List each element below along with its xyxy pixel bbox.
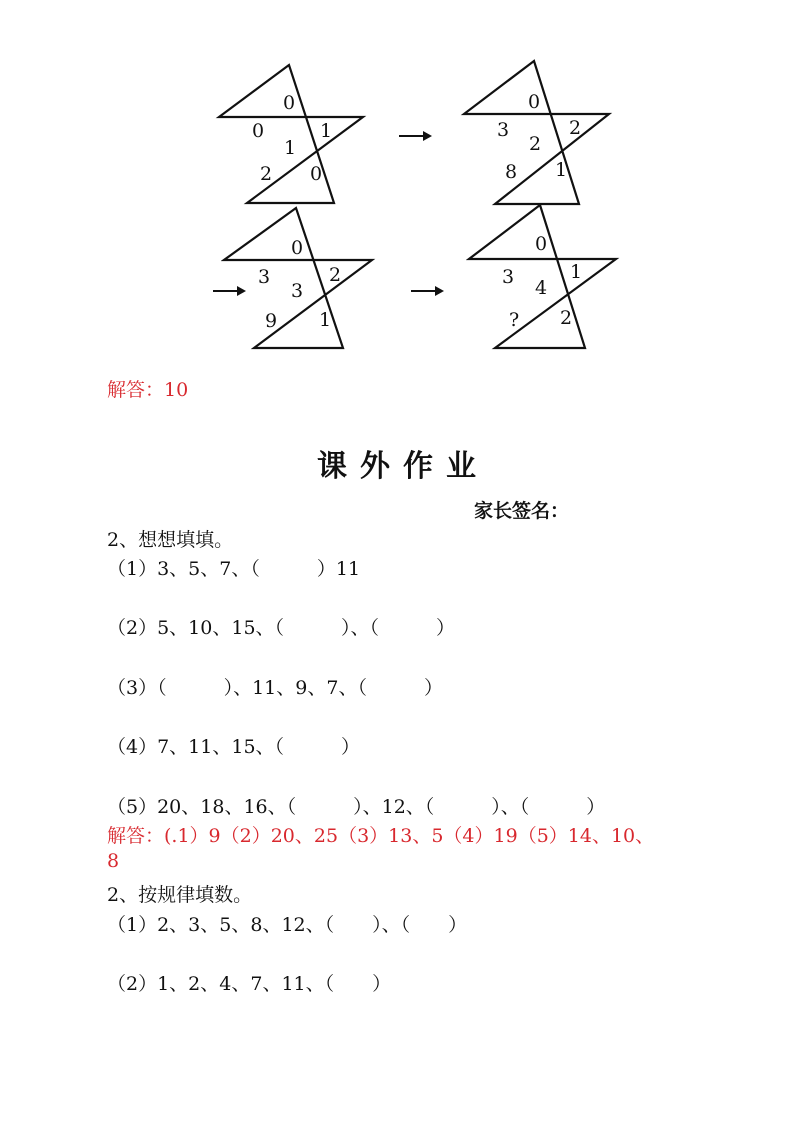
homework-title: 课外作业 xyxy=(317,449,489,484)
section-1-item-4: （4）7、11、15、（ ） xyxy=(107,736,361,758)
star-3-shape xyxy=(221,205,376,353)
star-3-right: 2 xyxy=(329,264,342,286)
star-2-left: 3 xyxy=(497,119,510,141)
star-3-center: 3 xyxy=(291,280,304,302)
star-3-top: 0 xyxy=(291,237,304,259)
section-1-item-2: （2）5、10、15、（ ）、（ ） xyxy=(107,617,456,639)
star-figure-3 xyxy=(221,205,376,353)
star-2-right: 2 xyxy=(569,117,582,139)
section-1-answer-line-2: 8 xyxy=(107,850,120,872)
section-2-item-1: （1）2、3、5、8、12、（ ）、（ ） xyxy=(107,914,468,936)
section-2-heading: 2、按规律填数。 xyxy=(107,884,253,906)
star-2-shape xyxy=(459,58,614,208)
star-1-top: 0 xyxy=(283,92,296,114)
section-1-answer-line-1: 解答：(.1）9（2）20、25（3）13、5（4）19（5）14、10、 xyxy=(107,825,655,847)
star-1-center: 1 xyxy=(284,137,297,159)
arrow-3 xyxy=(410,283,446,302)
star-figure-1 xyxy=(212,62,367,207)
section-2-item-2: （2）1、2、4、7、11、（ ） xyxy=(107,973,392,995)
star-3-bottom-left: 9 xyxy=(265,310,278,332)
parent-signature-label: 家长签名： xyxy=(474,500,570,522)
section-1-heading: 2、想想填填。 xyxy=(107,529,234,551)
answer-1: 解答：10 xyxy=(107,379,189,401)
section-1-item-1: （1）3、5、7、（ ）11 xyxy=(107,558,361,580)
star-2-bottom-left: 8 xyxy=(505,161,518,183)
star-4-shape xyxy=(466,202,621,352)
star-1-bottom-left: 2 xyxy=(260,163,273,185)
star-3-left: 3 xyxy=(258,266,271,288)
star-2-top: 0 xyxy=(528,91,541,113)
star-4-left: 3 xyxy=(502,266,515,288)
star-4-bottom-left: ? xyxy=(509,309,520,331)
star-1-left: 0 xyxy=(252,120,265,142)
star-4-right: 1 xyxy=(570,261,583,283)
star-figure-4 xyxy=(466,202,621,352)
star-4-bottom-right: 2 xyxy=(560,307,573,329)
star-4-top: 0 xyxy=(535,233,548,255)
section-1-item-5: （5）20、18、16、（ ）、12、（ ）、（ ） xyxy=(107,796,606,818)
star-1-bottom-right: 0 xyxy=(310,163,323,185)
star-4-center: 4 xyxy=(535,277,548,299)
star-1-right: 1 xyxy=(320,120,333,142)
star-2-center: 2 xyxy=(529,133,542,155)
section-1-item-3: （3）（ ）、11、9、7、（ ） xyxy=(107,677,443,699)
star-1-shape xyxy=(212,62,367,207)
star-2-bottom-right: 1 xyxy=(555,159,568,181)
star-3-bottom-right: 1 xyxy=(319,309,332,331)
arrow-1 xyxy=(398,128,434,147)
star-figure-2 xyxy=(459,58,614,208)
